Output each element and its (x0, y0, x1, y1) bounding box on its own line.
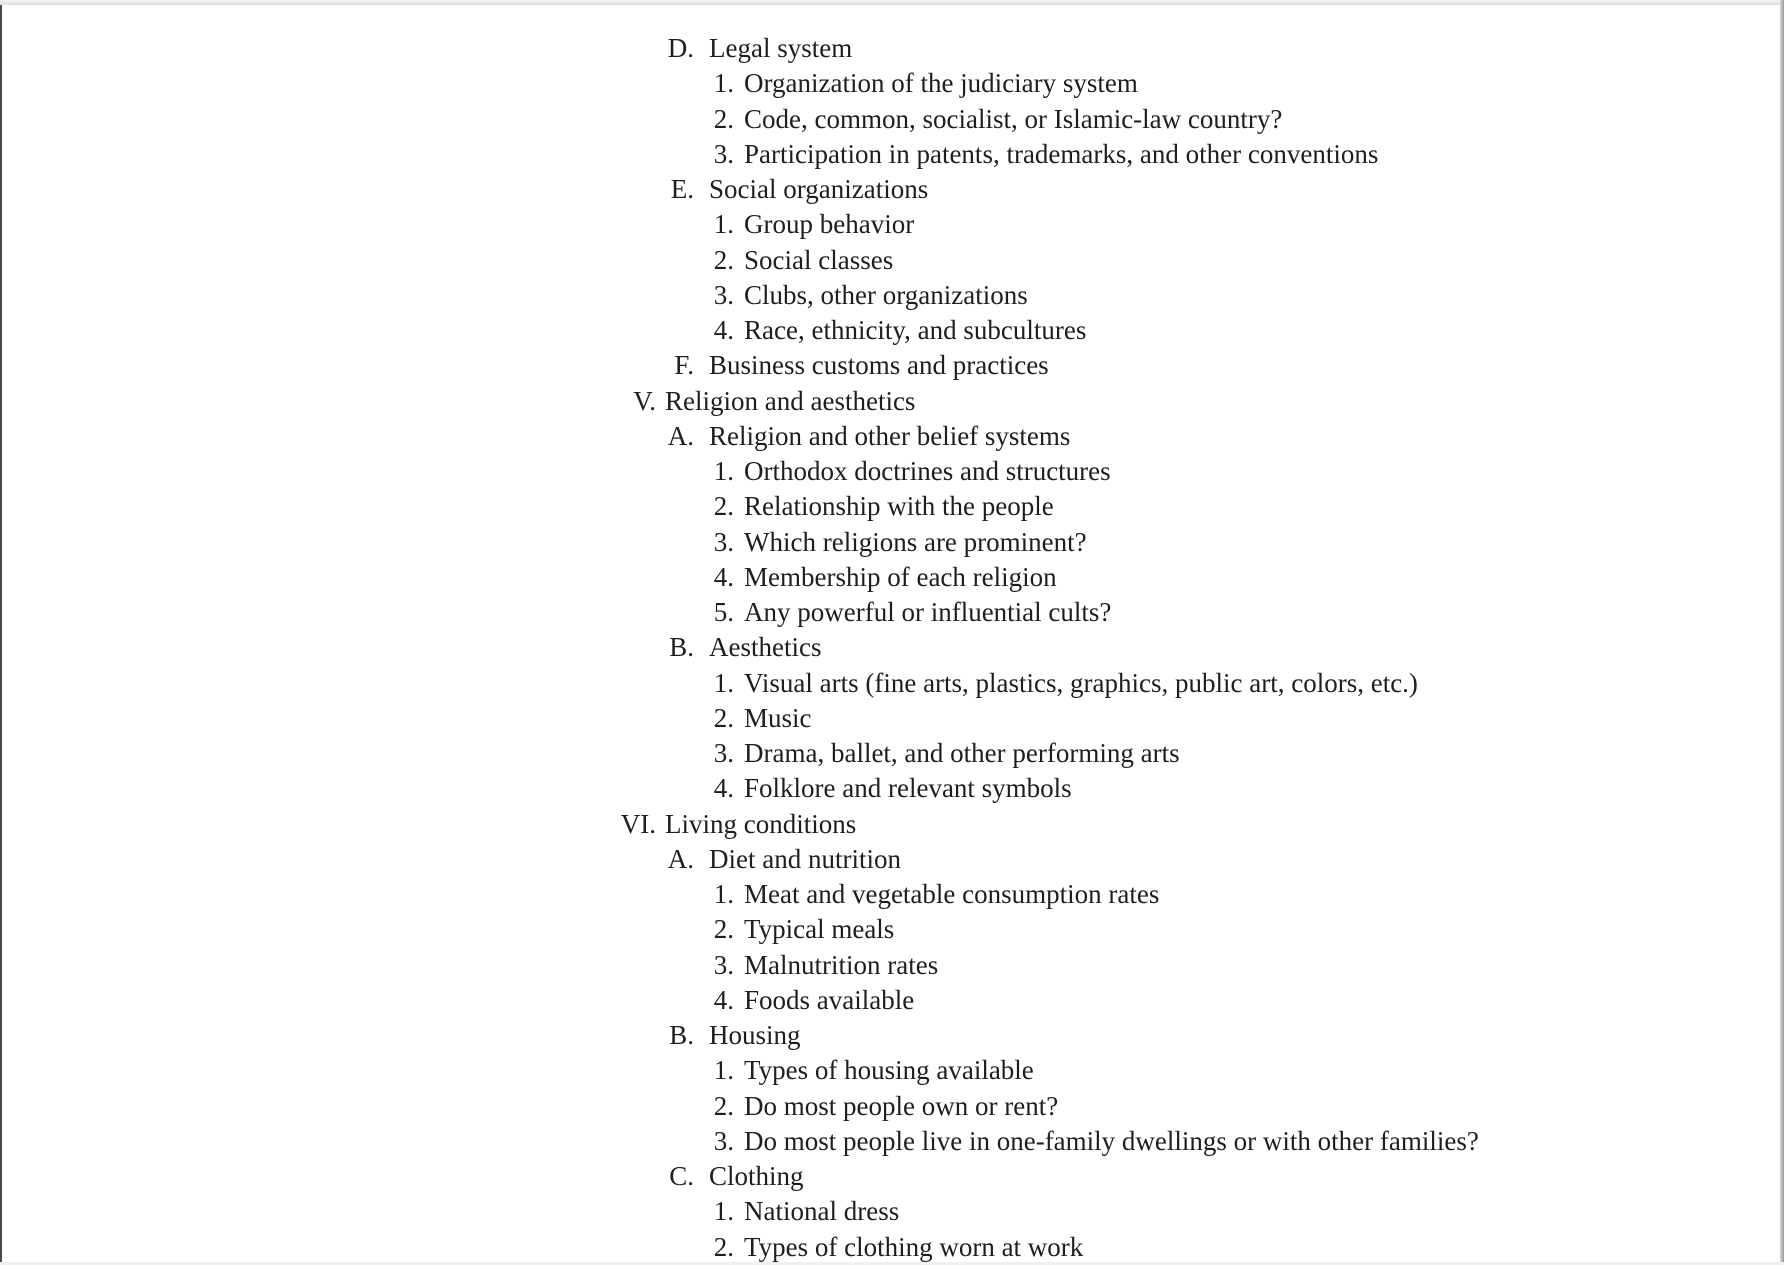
outline-text: Organization of the judiciary system (744, 68, 1138, 99)
outline-text: Music (744, 702, 812, 733)
outline-marker: 5. (713, 597, 734, 627)
document-page (0, 5, 1782, 1262)
outline-text: Malnutrition rates (744, 949, 939, 980)
outline-text: Types of clothing worn at work (744, 1231, 1084, 1262)
outline-marker: V. (633, 385, 656, 416)
outline-text: Drama, ballet, and other performing arts (744, 738, 1180, 768)
outline-marker: 3. (713, 279, 734, 310)
outline-text: Aesthetics (709, 632, 822, 663)
outline-marker: VI. (620, 808, 656, 839)
outline-marker: D. (667, 33, 694, 63)
outline-text: Housing (709, 1020, 801, 1050)
outline-text: Participation in patents, trademarks, and other conventions (744, 138, 1379, 169)
outline-marker: 2. (713, 914, 734, 945)
outline-text: Do most people live in one-family dwellings or with other families? (744, 1125, 1479, 1156)
outline-text: National dress (744, 1196, 900, 1227)
outline-marker: 4. (713, 773, 734, 804)
outline-marker: 1. (713, 667, 734, 698)
outline-marker: 2. (713, 244, 734, 275)
outline-marker: 2. (713, 103, 734, 134)
outline-marker: 4. (713, 984, 734, 1015)
scrollbar-gutter[interactable] (1780, 0, 1784, 1262)
outline-text: Orthodox doctrines and structures (744, 456, 1111, 486)
outline-marker: 3. (713, 738, 734, 768)
outline-text: Code, common, socialist, or Islamic-law country? (744, 103, 1283, 134)
outline-text: Do most people own or rent? (744, 1090, 1059, 1121)
outline-text: Social organizations (709, 174, 929, 204)
outline-text: Religion and other belief systems (709, 420, 1071, 451)
outline-text: Clothing (709, 1161, 804, 1191)
outline-text: Social classes (744, 244, 894, 275)
outline-marker: 1. (713, 209, 734, 240)
outline-marker: B. (669, 632, 694, 663)
outline-marker: C. (669, 1161, 694, 1191)
outline-text: Legal system (709, 33, 853, 63)
outline-text: Race, ethnicity, and subcultures (744, 315, 1087, 345)
outline-text: Foods available (744, 984, 915, 1015)
outline-marker: A. (667, 420, 694, 451)
outline-text: Business customs and practices (709, 350, 1049, 381)
outline-marker: A. (667, 843, 694, 874)
outline-marker: 3. (713, 1125, 734, 1156)
outline-text: Relationship with the people (744, 491, 1054, 522)
outline-text: Membership of each religion (744, 561, 1057, 592)
outline-marker: 2. (713, 1090, 734, 1121)
outline-text: Clubs, other organizations (744, 279, 1028, 310)
outline-marker: F. (674, 350, 694, 381)
outline-marker: 4. (713, 315, 734, 345)
outline-text: Types of housing available (744, 1055, 1034, 1086)
outline-text: Meat and vegetable consumption rates (744, 879, 1160, 909)
outline-text: Which religions are prominent? (744, 526, 1087, 557)
outline-text: Living conditions (665, 808, 857, 839)
outline-marker: 2. (713, 1231, 734, 1262)
outline-marker: 1. (713, 1196, 734, 1227)
outline-text: Visual arts (fine arts, plastics, graphics, public art, colors, etc.) (744, 667, 1418, 698)
outline-marker: 1. (713, 456, 734, 486)
outline-text: Typical meals (744, 914, 895, 945)
outline-marker: 2. (713, 491, 734, 522)
outline-marker: 3. (713, 138, 734, 169)
outline-marker: 1. (713, 879, 734, 909)
outline-marker: 4. (713, 561, 734, 592)
outline-marker: B. (669, 1020, 694, 1050)
outline-marker: E. (670, 174, 694, 204)
outline-text: Any powerful or influential cults? (744, 597, 1112, 627)
outline-marker: 3. (713, 526, 734, 557)
outline-text: Group behavior (744, 209, 915, 240)
outline-text: Religion and aesthetics (665, 385, 916, 416)
outline-text: Diet and nutrition (709, 843, 901, 874)
outline-marker: 1. (713, 68, 734, 99)
outline-text: Folklore and relevant symbols (744, 773, 1072, 804)
outline-marker: 3. (713, 949, 734, 980)
outline-marker: 1. (713, 1055, 734, 1086)
outline-marker: 2. (713, 702, 734, 733)
